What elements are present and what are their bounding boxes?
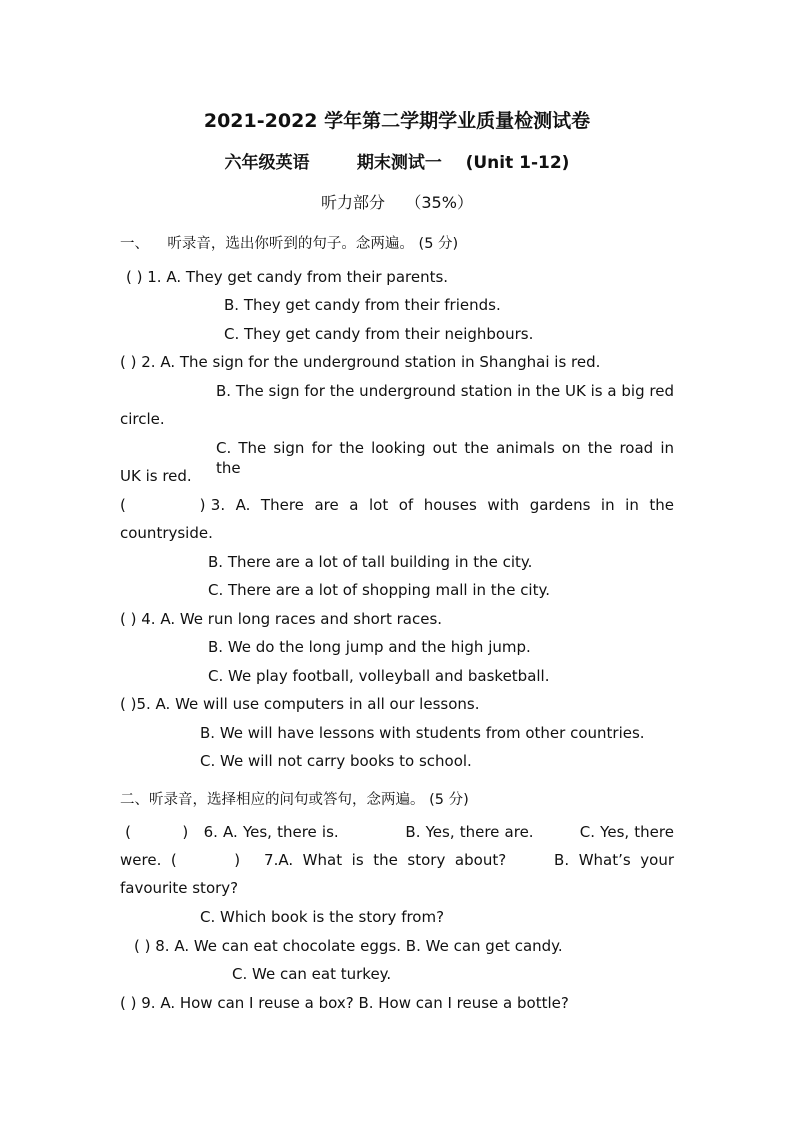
q9-line: ( ) 9. A. How can I reuse a box? B. How can I reuse a bottle? [120,994,569,1012]
q2-option-a: ( ) 2. A. The sign for the underground station in Shanghai is red. [120,353,601,371]
q6-line: ( ) 6. A. Yes, there is. B. Yes, there are. C. Yes, there [120,823,674,841]
q1-option-c: C. They get candy from their neighbours. [224,325,534,343]
exam-subtitle: 六年级英语 期末测试一 (Unit 1-12) [224,153,570,173]
section-1-heading: 一、 听录音，选出你听到的句子。念两遍。 (5 分) [120,236,459,252]
q3-option-a-line2: countryside. [120,524,213,542]
q8-line: ( ) 8. A. We can eat chocolate eggs. B. We can get candy. [134,937,563,955]
listening-part-heading: 听力部分 （35%） [321,193,473,212]
q8-option-c: C. We can eat turkey. [232,965,392,983]
q7-option-c: C. Which book is the story from? [200,908,445,926]
q5-option-c: C. We will not carry books to school. [200,752,472,770]
q2-option-b-line2: circle. [120,410,165,428]
q7-continuation: favourite story? [120,879,239,897]
q7-line: were. ( ) 7.A. What is the story about? B. What’s your [120,851,674,869]
q1-option-b: B. They get candy from their friends. [224,296,501,314]
section-2-heading: 二、听录音，选择相应的问句或答句，念两遍。 (5 分) [120,792,469,808]
q3-option-a-line1: ( ) 3. A. There are a lot of houses with gardens in in the [120,496,674,514]
q3-option-b: B. There are a lot of tall building in the city. [208,553,533,571]
q1-option-a: ( ) 1. A. They get candy from their parents. [126,268,449,286]
exam-title: 2021-2022 学年第二学期学业质量检测试卷 [203,110,591,132]
q2-option-b-line1: B. The sign for the underground station in the UK is a big red [216,382,674,400]
q5-option-a: ( )5. A. We will use computers in all our lessons. [120,695,480,713]
q2-option-c-line2: UK is red. [120,467,192,485]
q3-option-c: C. There are a lot of shopping mall in the city. [208,581,550,599]
q2-option-c-line1: C. The sign for the looking out the animals on the road in the [216,439,679,477]
q4-option-a: ( ) 4. A. We run long races and short races. [120,610,443,628]
q5-option-b: B. We will have lessons with students from other countries. [200,724,645,742]
q4-option-c: C. We play football, volleyball and basketball. [208,667,550,685]
q4-option-b: B. We do the long jump and the high jump. [208,638,531,656]
